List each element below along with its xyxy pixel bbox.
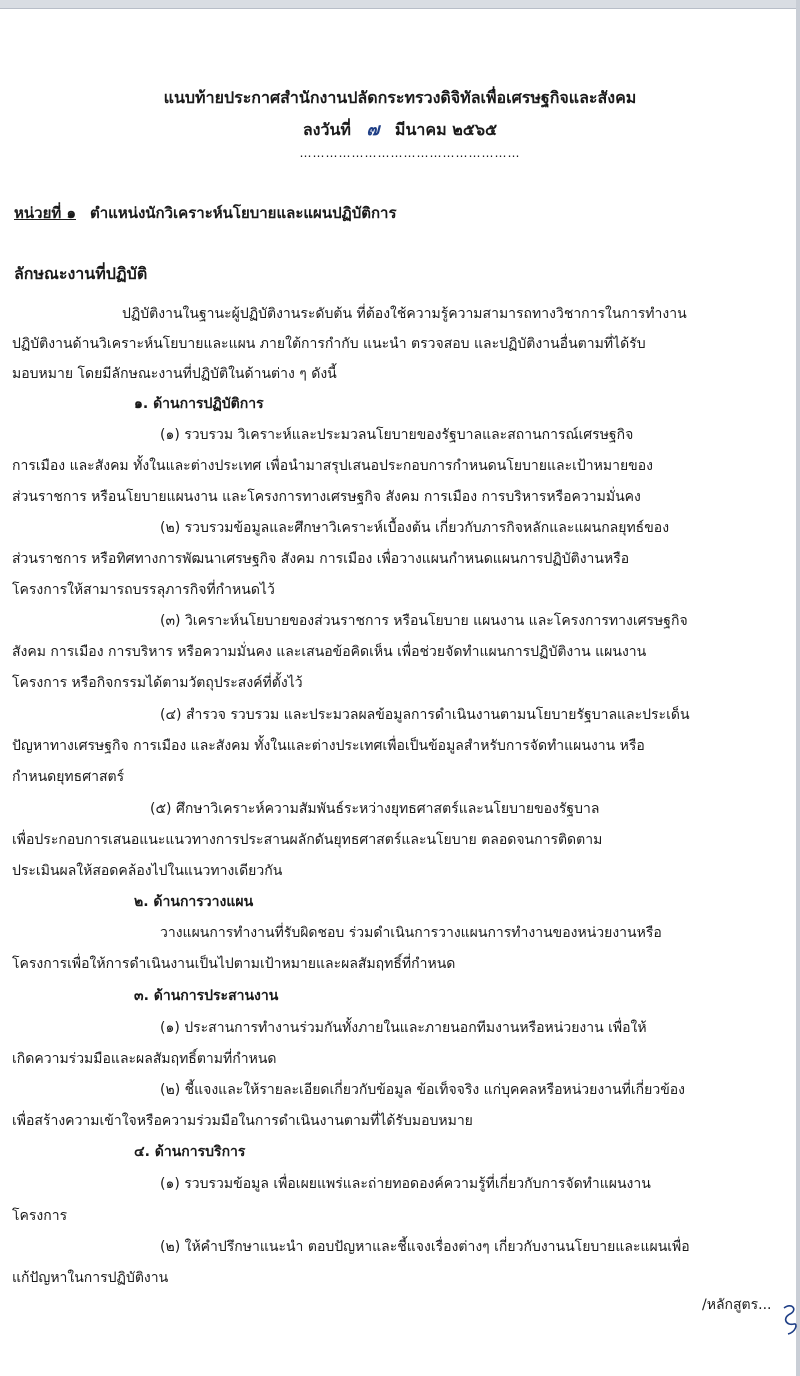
body-line: โครงการ หรือกิจกรรมได้ตามวัตถุประสงค์ที่ตั้งไว้ (12, 675, 303, 691)
subsection-heading: ๓. ด้านการประสานงาน (134, 988, 279, 1004)
body-line: การเมือง และสังคม ทั้งในและต่างประเทศ เพื่อนำมาสรุปเสนอประกอบการกำหนดนโยบายและเป้าหมายของ (12, 458, 653, 474)
body-line: ส่วนราชการ หรือทิศทางการพัฒนาเศรษฐกิจ สังคม การเมือง เพื่อวางแผนกำหนดแผนการปฏิบัติงานหรือ (12, 551, 630, 567)
body-line: (๒) ให้คำปรึกษาแนะนำ ตอบปัญหาและชี้แจงเรื่องต่างๆ เกี่ยวกับงานนโยบายและแผนเพื่อ (160, 1239, 690, 1255)
body-line: เกิดความร่วมมือและผลสัมฤทธิ์ตามที่กำหนด (12, 1051, 277, 1067)
body-line: (๕) ศึกษาวิเคราะห์ความสัมพันธ์ระหว่างยุทธศาสตร์และนโยบายของรัฐบาล (150, 801, 600, 817)
section-heading: ลักษณะงานที่ปฏิบัติ (14, 264, 148, 283)
body-line: โครงการ (12, 1208, 68, 1224)
body-line: (๑) รวบรวม วิเคราะห์และประมวลนโยบายของรัฐบาลและสถานการณ์เศรษฐกิจ (160, 427, 634, 443)
body-line: ปฏิบัติงานด้านวิเคราะห์นโยบายและแผน ภายใต้การกำกับ แนะนำ ตรวจสอบ และปฏิบัติงานอื่นตามที่ได้รับ (12, 336, 646, 352)
date-prefix: ลงวันที่ (302, 120, 351, 139)
body-line: ส่วนราชการ หรือนโยบายแผนงาน และโครงการทางเศรษฐกิจ สังคม การเมือง การบริหารหรือความมั่นคง (12, 489, 641, 505)
body-line: เพื่อประกอบการเสนอแนะแนวทางการประสานผลักดันยุทธศาสตร์และนโยบาย ตลอดจนการติดตาม (12, 832, 603, 848)
body-line: มอบหมาย โดยมีลักษณะงานที่ปฏิบัติในด้านต่าง ๆ ดังนี้ (12, 366, 337, 382)
body-line: (๒) ชี้แจงและให้รายละเอียดเกี่ยวกับข้อมูล ข้อเท็จจริง แก่บุคคลหรือหน่วยงานที่เกี่ยวข้อง (160, 1082, 686, 1098)
body-line: โครงการให้สามารถบรรลุภารกิจที่กำหนดไว้ (12, 582, 275, 598)
document-title: แนบท้ายประกาศสำนักงานปลัดกระทรวงดิจิทัลเพื่อเศรษฐกิจและสังคม (163, 88, 637, 107)
body-line: (๒) รวบรวมข้อมูลและศึกษาวิเคราะห์เบื้องต้น เกี่ยวกับภารกิจหลักและแผนกลยุทธ์ของ (160, 520, 670, 536)
subsection-heading: ๒. ด้านการวางแผน (134, 894, 254, 910)
top-frame-edge (0, 0, 800, 9)
body-line: สังคม การเมือง การบริหาร หรือความมั่นคง และเสนอข้อคิดเห็น เพื่อช่วยจัดทำแผนการปฏิบัติงาน แผนงาน (12, 644, 647, 660)
body-line: วางแผนการทำงานที่รับผิดชอบ ร่วมดำเนินการวางแผนการทำงานของหน่วยงานหรือ (160, 925, 662, 941)
body-line: (๑) รวบรวมข้อมูล เพื่อเผยแพร่และถ่ายทอดองค์ความรู้ที่เกี่ยวกับการจัดทำแผนงาน (160, 1176, 651, 1192)
body-line: (๔) สำรวจ รวบรวม และประมวลผลข้อมูลการดำเนินงานตามนโยบายรัฐบาลและประเด็น (160, 707, 690, 723)
body-line: ปัญหาทางเศรษฐกิจ การเมือง และสังคม ทั้งในและต่างประเทศเพื่อเป็นข้อมูลสำหรับการจัดทำแผนงาน หรือ (12, 738, 645, 754)
continuation-note: /หลักสูตร... (702, 1297, 772, 1313)
right-frame-edge (796, 0, 800, 1376)
body-line: (๑) ประสานการทำงานร่วมกันทั้งภายในและภายนอกทีมงานหรือหน่วยงาน เพื่อให้ (160, 1020, 647, 1036)
dotted-separator: …………………………………………… (299, 146, 521, 160)
subsection-heading: ๔. ด้านการบริการ (134, 1144, 246, 1160)
body-line: แก้ปัญหาในการปฏิบัติงาน (12, 1270, 169, 1286)
body-line: (๓) วิเคราะห์นโยบายของส่วนราชการ หรือนโยบาย แผนงาน และโครงการทางเศรษฐกิจ (160, 613, 688, 629)
document-date (0, 116, 800, 143)
initials-signature-icon (778, 1300, 800, 1336)
unit-label: หน่วยที่ ๑ (14, 204, 76, 222)
body-line: กำหนดยุทธศาสตร์ (12, 769, 125, 785)
body-line: เพื่อสร้างความเข้าใจหรือความร่วมมือในการดำเนินงานตามที่ได้รับมอบหมาย (12, 1113, 473, 1129)
date-day-handwritten: ๗ (366, 120, 380, 140)
unit-heading (14, 201, 397, 225)
subsection-heading: ๑. ด้านการปฏิบัติการ (134, 396, 264, 412)
unit-title: ตำแหน่งนักวิเคราะห์นโยบายและแผนปฏิบัติการ (90, 204, 397, 222)
body-line: ประเมินผลให้สอดคล้องไปในแนวทางเดียวกัน (12, 863, 283, 879)
body-line: โครงการเพื่อให้การดำเนินงานเป็นไปตามเป้าหมายและผลสัมฤทธิ์ที่กำหนด (12, 956, 456, 972)
date-month-year: มีนาคม ๒๕๖๕ (394, 120, 498, 139)
body-line: ปฏิบัติงานในฐานะผู้ปฏิบัติงานระดับต้น ที่ต้องใช้ความรู้ความสามารถทางวิชาการในการทำงาน (122, 306, 687, 322)
